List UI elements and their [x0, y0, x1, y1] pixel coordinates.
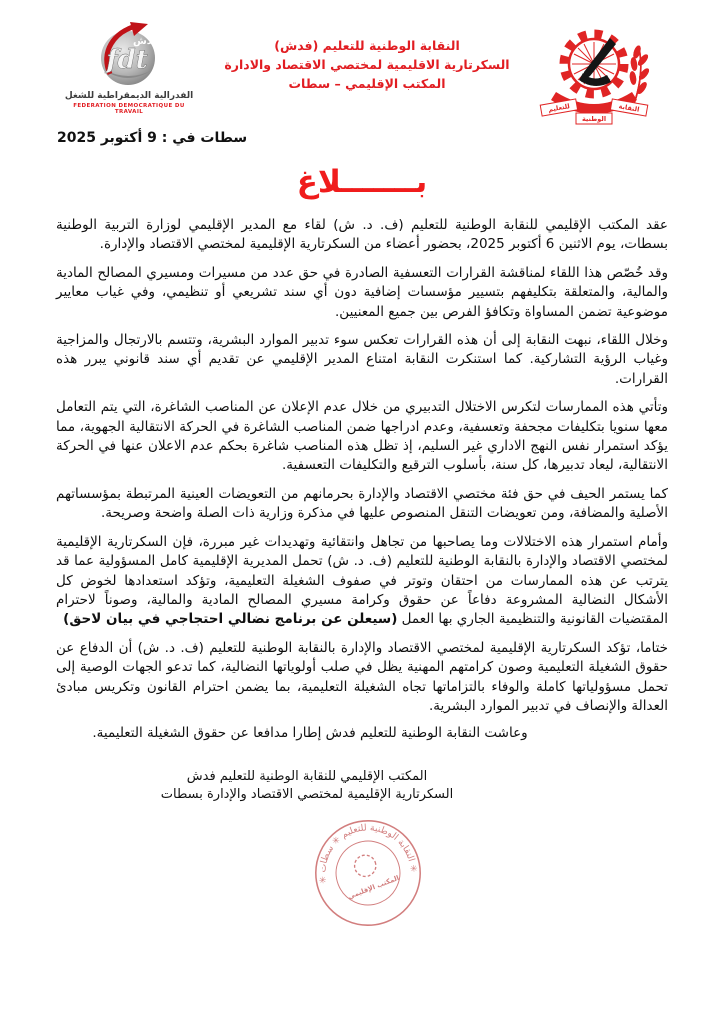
stamp-ring-text: ✳ النقابة الوطنية للتعليم ✳ سطات ✳ [317, 822, 419, 885]
signature-secretariat: السكرتارية الإقليمية لمختصي الاقتصاد والإدارة بسطات [160, 786, 454, 802]
paragraph-vacant-posts: وتأتي هذه الممارسات لتكرس الاختلال التدبيري من خلال عدم الإعلان عن المناصب الشاغرة، التي يتم التعامل معها سنويا بتكليفات مجحفة وتعسفية، وعدم ادراجها ضمن المناصب الشاغرة في الحركة الانتقالية الجهوية، مما يؤكد استمرار نفس النهج الاداري غير السليم، إذ تظل هذه المناصب شاغرة بحكم عدم الاعلان عنها في الحركة الانتقالية، ليعاد تدبيرها، كل سنة، بأسلوب الترقيع والتكليفات التعسفية. [56, 399, 668, 474]
closing-slogan: وعاشت النقابة الوطنية للتعليم فدش إطارا مدافعا عن حقوق الشغيلة التعليمية. [92, 725, 528, 742]
page-title: بـــــــلاغ [296, 164, 428, 200]
paragraph-responsibility [56, 533, 668, 630]
organization-header [217, 36, 517, 93]
paragraph-criticism: وخلال اللقاء، نبهت النقابة إلى أن هذه القرارات تعكس سوء تدبير الموارد البشرية، وتتسم بالارتجال والمزاجية وغياب الرؤية التشاركية. كما استنكرت النقابة امتناع المدير الإقليمي عن تقديم أي سند قانوني يبرر هذه القرارات. [56, 332, 668, 387]
svg-text:fdt: fdt [106, 45, 148, 75]
svg-text:فدش: فدش [132, 36, 160, 47]
gear-pen-wheat-icon [531, 24, 657, 126]
protest-program-notice: (سيعلن عن برنامج نضالي احتجاجي في بيان لاحق) [63, 611, 398, 628]
document-header [0, 0, 724, 128]
fdt-caption-french: FEDERATION DEMOCRATIQUE DU TRAVAIL [73, 103, 185, 115]
union-emblem [531, 24, 657, 130]
union-stamp [293, 798, 443, 948]
round-stamp-icon [293, 798, 443, 948]
communique-body [0, 200, 724, 716]
ribbon-word-left: للتعليم [547, 102, 571, 114]
fdt-caption-arabic: الفدرالية الديمقراطية للشغل [64, 91, 194, 101]
signature-office: المكتب الإقليمي للنقابة الوطنية للتعليم فدش [186, 769, 428, 785]
paragraph-responsibility-text: وأمام استمرار هذه الاختلالات وما يصاحبها من تجاهل وانتقائية وتهديدات غير مبررة، فإن السكرتارية الإقليمية لمختصي الاقتصاد والإدارة بالنقابة الوطنية للتعليم (ف. د. ش) تحمل المديرية الإقليمية كامل المسؤولية عما قد يترتب عن هذه الممارسات من احتقان وتوتر في صفوف الشغيلة التعليمية، وتؤكد استعدادها لخوض كل الأشكال النضالية المشروعة دفاعاً عن حقوق وكرامة مسيري المصالح المادية والمالية، وصوناً لاحترام المقتضيات القانونية والتنظيمية الجاري بها العمل [56, 533, 668, 628]
paragraph-agenda: وقد خُصّص هذا اللقاء لمناقشة القرارات التعسفية الصادرة في حق عدد من مسيرات ومسيري المصالح المادية والمالية، والمتعلقة بتكليفهم بتسيير مؤسسات إضافية دون أي سند تشريعي أو تنظيمي، وفي غياب معايير موضوعية تضمن المساواة وتكافؤ الفرص بين جميع المعنيين. [56, 264, 668, 320]
signature-block [0, 768, 669, 803]
org-line-union: النقابة الوطنية للتعليم (فدش) [274, 38, 460, 53]
paragraph-conclusion: ختاما، تؤكد السكرتارية الإقليمية لمختصي الاقتصاد والإدارة بالنقابة الوطنية للتعليم (ف. د. ش) أن الدفاع عن حقوق الشغيلة التعليمية وصون كرامتهم المهنية يظل في صلب أولوياتها النضالية، كما تدعو الجهات الوصية إلى تحمل مسؤولياتها كاملة والوفاء بالتزاماتها تجاه الشغيلة التعليمية، بما يضمن احترام القانون وتكريس مبادئ العدالة والإنصاف في تدبير الموارد البشرية. [56, 639, 668, 714]
fdt-globe-icon [70, 22, 188, 86]
ribbon-word-right: النقابة [618, 102, 640, 114]
stamp-center-text: المكتب الإقليمي [346, 874, 401, 902]
fdt-logo [64, 22, 194, 115]
paragraph-meeting: عقد المكتب الإقليمي للنقابة الوطنية للتعليم (ف. د. ش) لقاء مع المدير الإقليمي لوزارة التربية الوطنية بسطات، يوم الاثنين 6 أكتوبر 2025، بحضور أعضاء من السكرتارية الإقليمية لمختصي الاقتصاد والإدارة. [56, 217, 668, 253]
date-text: سطات في : 9 أكتوبر 2025 [57, 130, 248, 146]
date-line [0, 130, 724, 146]
org-line-secretariat: السكرتارية الاقليمية لمختصي الاقتصاد والادارة [224, 57, 510, 72]
paragraph-compensations: كما يستمر الحيف في حق فئة مختصي الاقتصاد والإدارة بحرمانهم من التعويضات العينية المرتبطة بمؤسساتهم الأصلية والمضافة، ومن تعويضات التنقل المنصوص عليها في مذكرة وزارية ذات الصلة واضحة وصريحة. [56, 485, 668, 522]
ribbon-word-center: الوطنية [581, 115, 607, 123]
org-line-office: المكتب الإقليمي – سطات [288, 76, 446, 91]
